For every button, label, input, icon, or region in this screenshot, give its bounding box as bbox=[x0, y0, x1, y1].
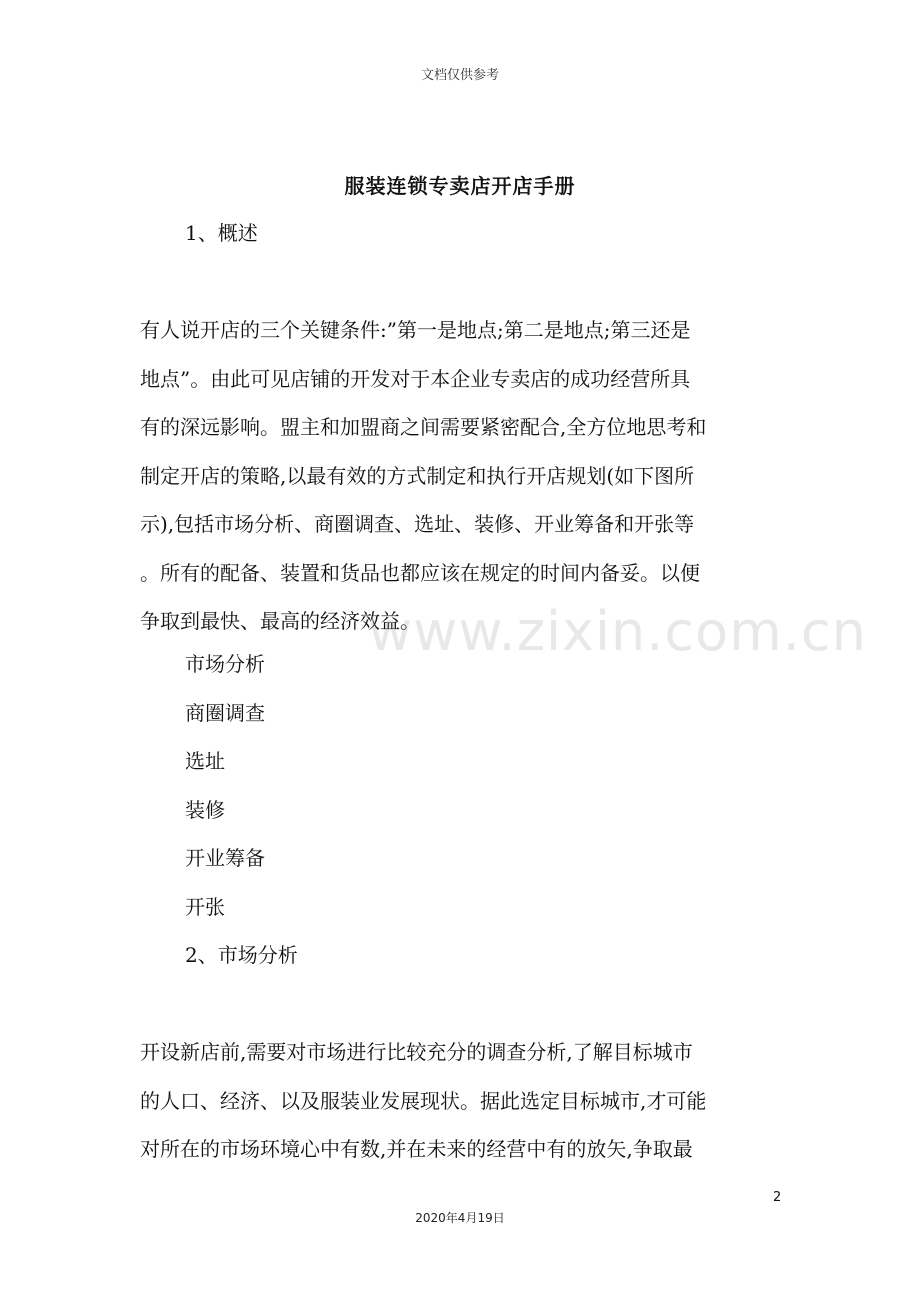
paragraph-line: 有的深远影响。盟主和加盟商之间需要紧密配合,全方位地思考和 bbox=[140, 415, 707, 439]
section-paragraph-overview bbox=[140, 306, 785, 646]
section-heading-market-analysis: 2、市场分析 bbox=[185, 943, 298, 967]
step-item: 商圈调查 bbox=[185, 700, 265, 725]
paragraph-line: 争取到最快、最高的经济效益。 bbox=[140, 609, 420, 633]
document-title: 服装连锁专卖店开店手册 bbox=[344, 174, 576, 198]
watermark: www.zixin.com.cn bbox=[368, 600, 867, 663]
paragraph-line: 制定开店的策略,以最有效的方式制定和执行开店规划(如下图所 bbox=[140, 463, 695, 488]
step-item: 装修 bbox=[185, 797, 225, 822]
step-item: 开张 bbox=[185, 894, 225, 919]
store-opening-steps bbox=[185, 650, 265, 941]
footer-date: 2020年4月19日 bbox=[415, 1211, 505, 1225]
paragraph-line: 对所在的市场环境心中有数,并在未来的经营中有的放矢,争取最 bbox=[140, 1137, 693, 1161]
paragraph-line: 的人口、经济、以及服装业发展现状。据此选定目标城市,才可能 bbox=[140, 1088, 707, 1113]
page-number: 2 bbox=[773, 1190, 782, 1205]
section-heading-overview: 1、概述 bbox=[185, 221, 258, 245]
paragraph-line: 开设新店前,需要对市场进行比较充分的调查分析,了解目标城市 bbox=[140, 1040, 693, 1064]
paragraph-line: 。所有的配备、装置和货品也都应该在规定的时间内备妥。以便 bbox=[140, 560, 700, 585]
paragraph-line: 示),包括市场分析、商圈调查、选址、装修、开业筹备和开张等 bbox=[140, 512, 695, 536]
paragraph-line: 有人说开店的三个关键条件:”第一是地点;第二是地点;第三还是 bbox=[140, 318, 691, 342]
section-paragraph-market-analysis bbox=[140, 1028, 785, 1174]
header-note: 文档仅供参考 bbox=[420, 68, 499, 83]
step-item: 市场分析 bbox=[185, 652, 265, 676]
paragraph-line: 地点”。由此可见店铺的开发对于本企业专卖店的成功经营所具 bbox=[140, 366, 691, 391]
step-item: 开业筹备 bbox=[185, 846, 265, 870]
step-item: 选址 bbox=[185, 749, 225, 773]
